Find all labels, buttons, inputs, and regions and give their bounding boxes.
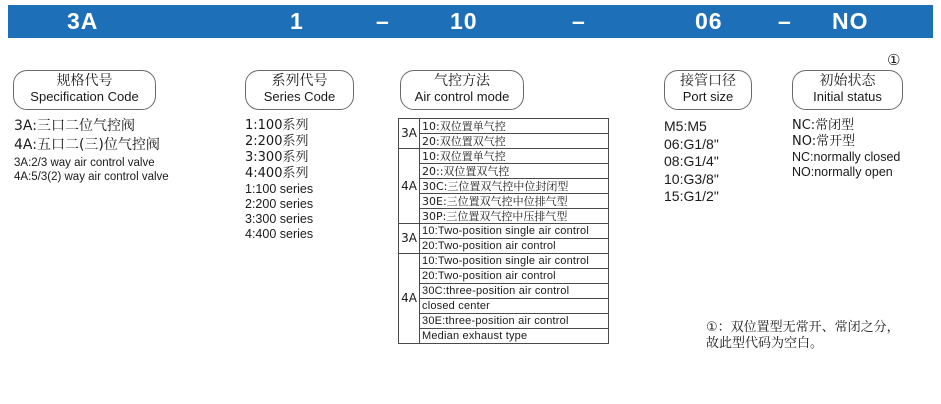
spec-code-label-en: Specification Code <box>30 89 139 104</box>
code-segment-spec: 3A <box>67 8 99 34</box>
series-item: 4:400系列 <box>245 166 309 181</box>
table-row <box>399 239 609 254</box>
series-item: 1:100 series <box>245 182 314 196</box>
status-item: NC:normally closed <box>792 150 901 164</box>
code-segment-mode: 10 <box>450 8 478 34</box>
group-label: 4A <box>399 254 420 344</box>
port-item: 08:G1/4" <box>664 153 719 169</box>
series-item: 4:400 series <box>245 227 314 241</box>
mode-cell: 10:Two-position single air control <box>420 254 609 269</box>
code-segment-series: 1 <box>290 8 304 34</box>
table-row <box>399 119 609 134</box>
mode-cell: 10:Two-position single air control <box>420 224 609 239</box>
series-code-label-en: Series Code <box>263 89 336 104</box>
mode-cell: 30P:三位置双气控中压排气型 <box>420 209 609 224</box>
mode-cell: Median exhaust type <box>420 329 609 344</box>
spec-code-label-cn: 规格代号 <box>56 73 113 89</box>
initial-status-list <box>792 118 900 180</box>
code-separator: – <box>778 8 792 34</box>
port-item: M5:M5 <box>664 118 707 134</box>
port-size-label-cn: 接管口径 <box>680 73 736 89</box>
table-row <box>399 284 609 299</box>
footnote <box>706 320 900 352</box>
spec-item-3a-cn: 3A:三口二位气控阀 <box>14 118 135 134</box>
series-item: 1:100系列 <box>245 118 309 133</box>
code-separator: – <box>572 8 586 34</box>
spec-item-4a-cn: 4A:五口二(三)位气控阀 <box>14 137 160 153</box>
mode-cell: 20:Two-position air control <box>420 269 609 284</box>
mode-cell: 30E:三位置双气控中位排气型 <box>420 194 609 209</box>
port-size-list <box>664 118 719 206</box>
mode-cell: 20:双位置双气控 <box>420 134 609 149</box>
footnote-line: ①：双位置型无常开、常闭之分， <box>706 320 900 335</box>
table-row <box>399 164 609 179</box>
port-item: 06:G1/8" <box>664 135 719 152</box>
mode-cell: 30C:three-position air control <box>420 284 609 299</box>
table-row <box>399 329 609 344</box>
mode-cell: 10:双位置单气控 <box>420 149 609 164</box>
series-item: 3:300 series <box>245 212 314 226</box>
group-label: 4A <box>399 149 420 224</box>
mode-cell: closed center <box>420 299 609 314</box>
table-row <box>399 179 609 194</box>
table-row <box>399 269 609 284</box>
mode-cell: 30E:three-position air control <box>420 314 609 329</box>
air-control-mode-table <box>398 118 609 344</box>
initial-status-label-cn: 初始状态 <box>819 73 876 89</box>
port-size-label-en: Port size <box>682 89 734 104</box>
series-item: 2:200系列 <box>245 134 309 149</box>
spec-item-3a-en: 3A:2/3 way air control valve <box>14 157 155 169</box>
series-list <box>245 118 313 242</box>
spec-code-label <box>13 70 156 110</box>
status-item: NO:常开型 <box>792 134 856 149</box>
table-row <box>399 314 609 329</box>
mode-cell: 20::双位置双气控 <box>420 164 609 179</box>
status-item: NC:常闭型 <box>792 118 855 133</box>
group-label: 3A <box>399 224 420 254</box>
series-code-label <box>245 70 354 110</box>
series-code-label-cn: 系列代号 <box>271 73 328 89</box>
note-mark: ① <box>887 51 901 69</box>
mode-cell: 10:双位置单气控 <box>420 119 609 134</box>
table-row <box>399 299 609 314</box>
air-control-mode-label-cn: 气控方法 <box>434 73 490 89</box>
code-segment-status: NO <box>832 8 869 34</box>
table-row <box>399 194 609 209</box>
initial-status-label <box>792 70 903 110</box>
footnote-line: 故此型代码为空白。 <box>706 336 824 351</box>
mode-cell: 30C:三位置双气控中位封闭型 <box>420 179 609 194</box>
port-size-label <box>664 70 752 110</box>
table-row <box>399 209 609 224</box>
code-separator: – <box>376 8 390 34</box>
series-item: 3:300系列 <box>245 150 309 165</box>
table-row <box>399 254 609 269</box>
code-segment-port: 06 <box>695 8 723 34</box>
table-row <box>399 224 609 239</box>
status-item: NO:normally open <box>792 165 893 179</box>
air-control-mode-label <box>400 70 524 110</box>
group-label: 3A <box>399 119 420 149</box>
series-item: 2:200 series <box>245 197 314 211</box>
mode-cell: 20:Two-position air control <box>420 239 609 254</box>
initial-status-label-en: Initial status <box>813 89 882 104</box>
air-control-mode-label-en: Air control mode <box>414 89 510 104</box>
table-row <box>399 149 609 164</box>
port-item: 15:G1/2" <box>664 188 719 204</box>
spec-item-4a-en: 4A:5/3(2) way air control valve <box>14 171 169 183</box>
table-row <box>399 134 609 149</box>
port-item: 10:G3/8" <box>664 170 719 187</box>
